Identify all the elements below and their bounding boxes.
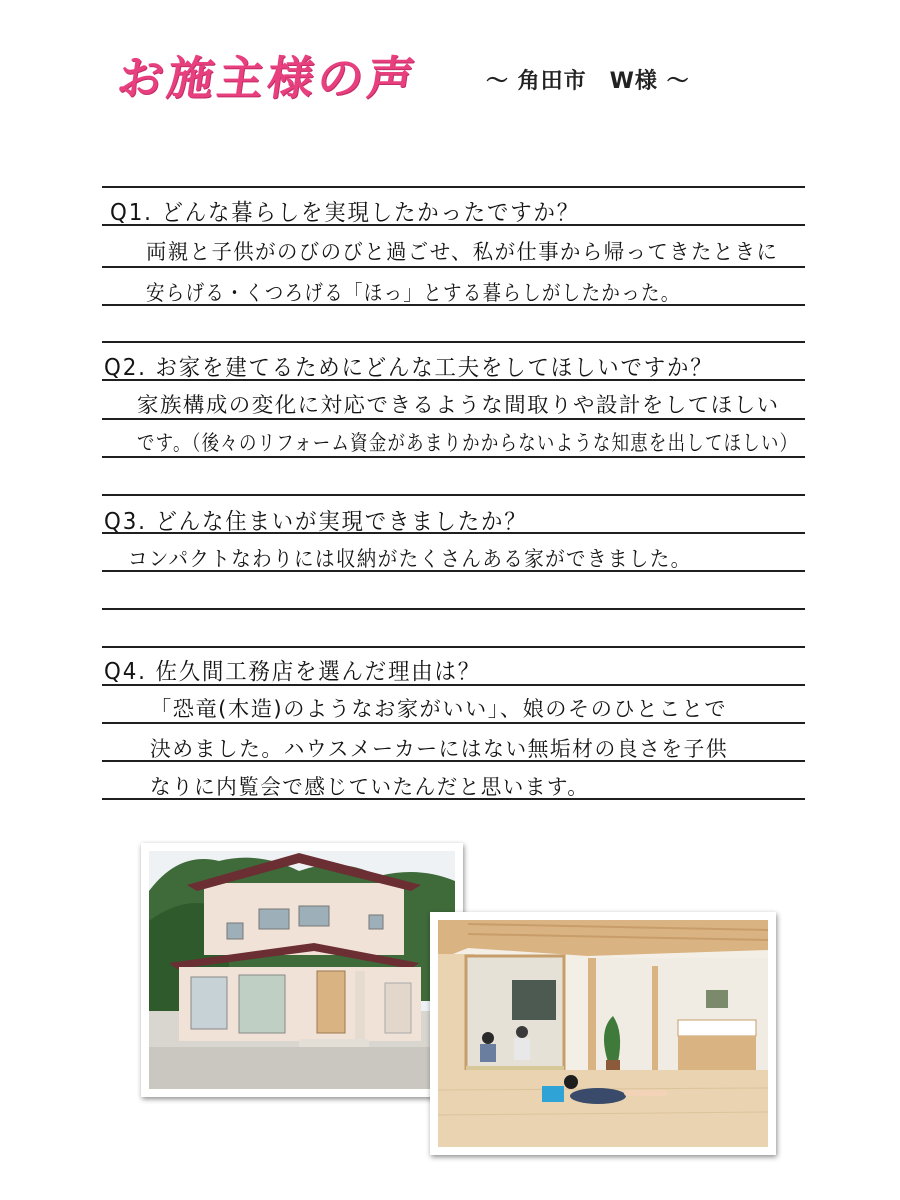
ruled-line	[102, 186, 805, 188]
ruled-line	[102, 266, 805, 268]
living-room-interior-photo	[430, 912, 776, 1155]
answer-3-line-1: コンパクトなわりには収納がたくさんある家ができました。	[128, 547, 692, 571]
answer-1-line-1: 両親と子供がのびのびと過ごせ、私が仕事から帰ってきたときに	[146, 240, 779, 264]
answer-1-line-2: 安らげる・くつろげる「ほっ」とする暮らしがしたかった。	[146, 281, 681, 305]
answer-2-line-2: です。（後々のリフォーム資金があまりかからないような知恵を出してほしい）	[137, 431, 799, 455]
page-title: お施主様の声	[113, 51, 422, 105]
house-exterior-image	[149, 851, 455, 1089]
ruled-line	[102, 341, 805, 343]
answer-4-line-3: なりに内覧会で感じていたんだと思います。	[150, 775, 590, 799]
answer-4-line-2: 決めました。ハウスメーカーにはない無垢材の良さを子供	[150, 737, 729, 761]
question-1: Q1. どんな暮らしを実現したかったですか？	[110, 200, 580, 226]
question-4: Q4. 佐久間工務店を選んだ理由は？	[104, 659, 481, 685]
question-3: Q3. どんな住まいが実現できましたか？	[104, 509, 528, 535]
ruled-line	[102, 494, 805, 496]
answer-2-line-1: 家族構成の変化に対応できるような間取りや設計をしてほしい	[137, 393, 780, 417]
answer-4-line-1: 「恐竜(木造)のようなお家がいい」、娘のそのひとことで	[150, 697, 728, 721]
question-2: Q2. お家を建てるためにどんな工夫をしてほしいですか？	[104, 355, 714, 381]
house-exterior-photo	[141, 843, 463, 1097]
ruled-line	[102, 608, 805, 610]
customer-location-subtitle: ～ 角田市 W様 ～	[486, 69, 690, 94]
living-room-interior-image	[438, 920, 768, 1147]
ruled-line	[102, 646, 805, 648]
